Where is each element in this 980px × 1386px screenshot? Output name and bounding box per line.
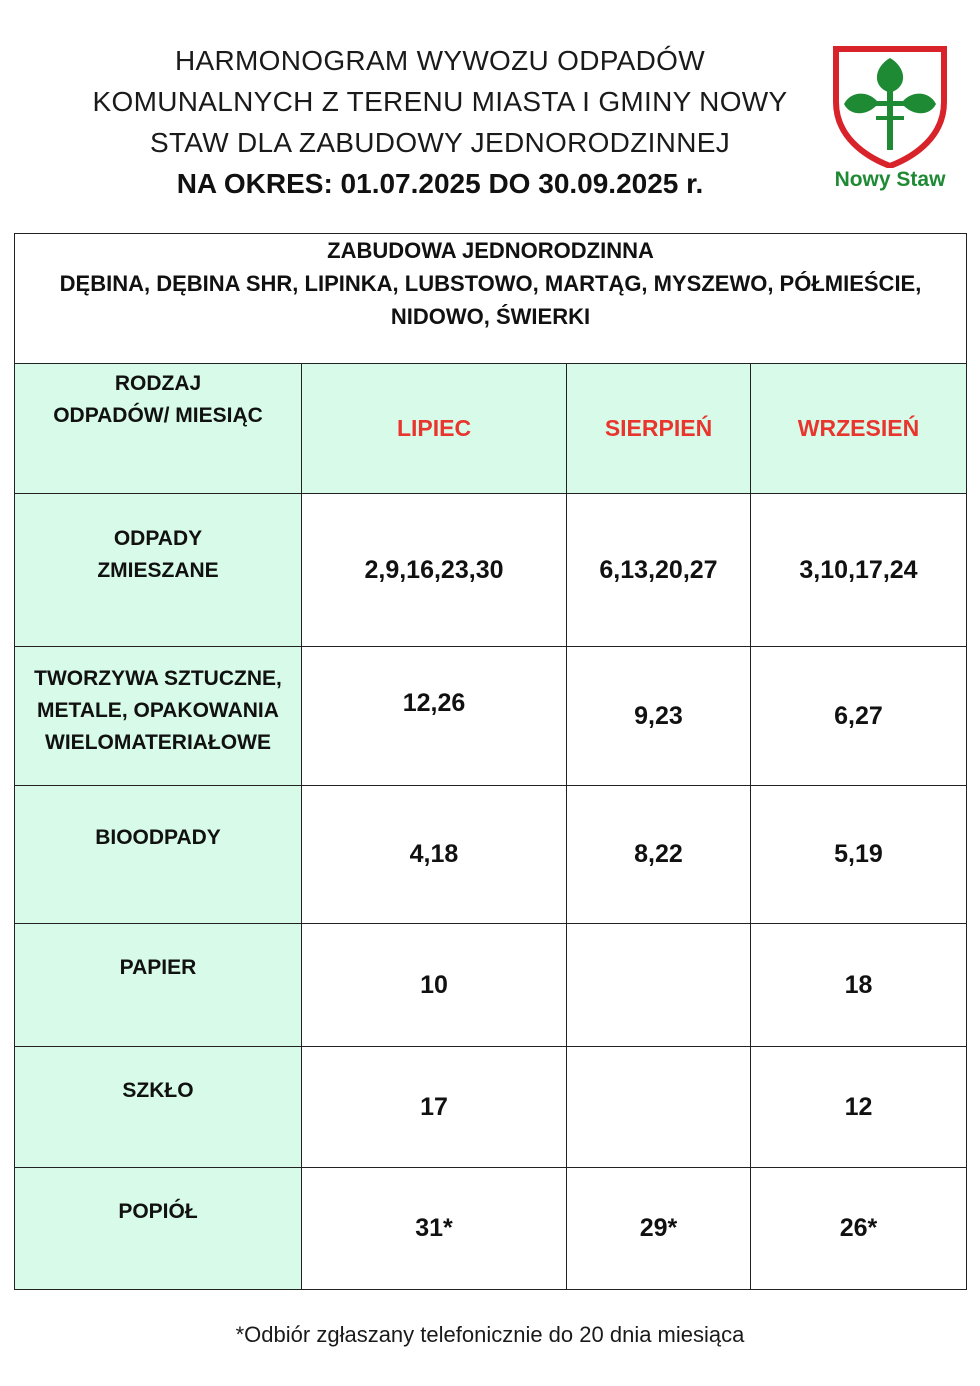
waste-type-line: METALE, OPAKOWANIA bbox=[37, 699, 279, 722]
date-cell: 3,10,17,24 bbox=[751, 494, 967, 647]
corner-header-cell bbox=[15, 364, 302, 494]
waste-type-line: POPIÓŁ bbox=[118, 1200, 198, 1223]
table-caption bbox=[15, 234, 967, 364]
month-header-wrzesien: WRZESIEŃ bbox=[751, 364, 967, 494]
date-cell: 26* bbox=[751, 1168, 967, 1290]
waste-type-line: BIOODPADY bbox=[95, 826, 221, 849]
table-row bbox=[15, 786, 967, 924]
date-cell: 18 bbox=[751, 924, 967, 1047]
nowy-staw-logo bbox=[826, 44, 954, 196]
date-cell: 29* bbox=[567, 1168, 751, 1290]
waste-type-line: SZKŁO bbox=[122, 1079, 194, 1102]
month-header-lipiec: LIPIEC bbox=[302, 364, 567, 494]
caption-line-3: NIDOWO, ŚWIERKI bbox=[390, 304, 591, 329]
caption-line-1: ZABUDOWA JEDNORODZINNA bbox=[327, 238, 654, 263]
logo-text: Nowy Staw bbox=[834, 168, 946, 191]
waste-type-line: PAPIER bbox=[119, 956, 197, 979]
table-row bbox=[15, 1047, 967, 1168]
waste-type-cell bbox=[15, 786, 302, 924]
waste-type-cell bbox=[15, 924, 302, 1047]
table-row bbox=[15, 924, 967, 1047]
title-line-2: KOMUNALNYCH Z TERENU MIASTA I GMINY NOWY bbox=[92, 86, 788, 117]
table-row bbox=[15, 494, 967, 647]
title-line-1: HARMONOGRAM WYWOZU ODPADÓW bbox=[175, 45, 705, 76]
waste-type-line: ODPADY bbox=[113, 527, 203, 550]
waste-type-cell bbox=[15, 494, 302, 647]
date-cell: 2,9,16,23,30 bbox=[302, 494, 567, 647]
waste-type-cell bbox=[15, 647, 302, 786]
caption-line-2: DĘBINA, DĘBINA SHR, LIPINKA, LUBSTOWO, MARTĄG, MYSZEWO, PÓŁMIEŚCIE, bbox=[59, 271, 922, 296]
footnote: *Odbiór zgłaszany telefonicznie do 20 dnia miesiąca bbox=[235, 1322, 745, 1347]
date-cell: 17 bbox=[302, 1047, 567, 1168]
table-row bbox=[15, 1168, 967, 1290]
date-cell: 12,26 bbox=[302, 647, 567, 786]
waste-type-cell bbox=[15, 1168, 302, 1290]
date-cell: 5,19 bbox=[751, 786, 967, 924]
date-cell: 10 bbox=[302, 924, 567, 1047]
date-cell: 6,27 bbox=[751, 647, 967, 786]
waste-type-line: TWORZYWA SZTUCZNE, bbox=[34, 667, 282, 690]
date-cell: 31* bbox=[302, 1168, 567, 1290]
date-cell: 9,23 bbox=[567, 647, 751, 786]
date-cell: 8,22 bbox=[567, 786, 751, 924]
caption-row bbox=[15, 234, 967, 364]
month-header-row bbox=[15, 364, 967, 494]
date-cell: 12 bbox=[751, 1047, 967, 1168]
month-header-sierpien: SIERPIEŃ bbox=[567, 364, 751, 494]
title-line-3: STAW DLA ZABUDOWY JEDNORODZINNEJ bbox=[149, 127, 731, 158]
table-row bbox=[15, 647, 967, 786]
corner-label-line-2: ODPADÓW/ MIESIĄC bbox=[53, 404, 263, 427]
coat-of-arms-linden-leaves-icon bbox=[826, 44, 954, 168]
date-cell bbox=[567, 924, 751, 1047]
date-cell: 6,13,20,27 bbox=[567, 494, 751, 647]
corner-label-line-1: RODZAJ bbox=[114, 372, 202, 395]
date-cell: 4,18 bbox=[302, 786, 567, 924]
collection-schedule-table bbox=[14, 233, 967, 1290]
period-line: NA OKRES: 01.07.2025 DO 30.09.2025 r. bbox=[176, 168, 704, 199]
waste-type-line: ZMIESZANE bbox=[97, 559, 219, 582]
waste-type-line: WIELOMATERIAŁOWE bbox=[45, 731, 271, 754]
document-header bbox=[60, 40, 820, 204]
date-cell bbox=[567, 1047, 751, 1168]
waste-type-cell bbox=[15, 1047, 302, 1168]
